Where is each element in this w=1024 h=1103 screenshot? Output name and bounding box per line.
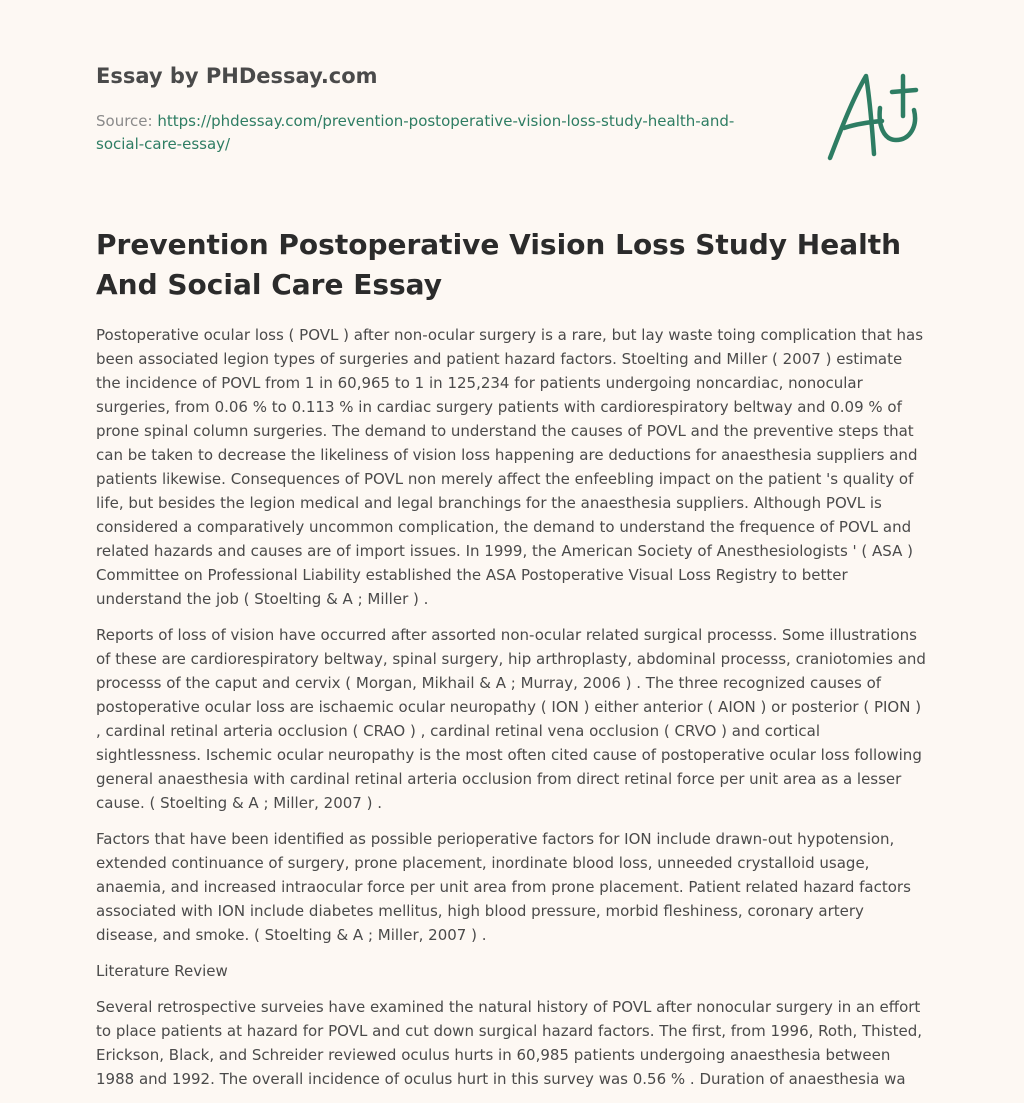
essay-title: Prevention Postoperative Vision Loss Study Health And Social Care Essay	[96, 228, 902, 301]
section-heading: Literature Review	[96, 962, 228, 980]
paragraph: Reports of loss of vision have occurred after assorted non-ocular related surgical processs. Some illustrations of these are cardiorespiratory beltway, spinal surgery, hip arthroplasty, abdominal processs, craniotomies and processs of the caput and cervix ( Morgan, Mikhail & A ; Murray, 2006 ) . The three recognized causes of postoperative ocular loss are ischaemic ocular neuropathy ( ION ) either anterior ( AION ) or posterior ( PION ) , cardinal retinal arteria occlusion ( CRAO ) , cardinal retinal vena occlusion ( CRVO ) and cortical sightlessness. Ischemic ocular neuropathy is the most often cited cause of postoperative ocular loss following general anaesthesia with cardinal retinal arteria occlusion from direct retinal force per unit area as a lesser cause. ( Stoelting & A ; Miller, 2007 ) .	[96, 626, 926, 812]
paragraph: Factors that have been identified as possible perioperative factors for ION include drawn-out hypotension, extended continuance of surgery, prone placement, inordinate blood loss, unneeded crystalloid usage, anaemia, and increased intraocular force per unit area from prone placement. Patient related hazard factors associated with ION include diabetes mellitus, high blood pressure, morbid fleshiness, coronary artery disease, and smoke. ( Stoelting & A ; Miller, 2007 ) .	[96, 830, 911, 944]
a-plus-grade-icon	[826, 70, 926, 162]
source-line	[96, 110, 746, 156]
paragraph: Several retrospective surveies have examined the natural history of POVL after nonocular surgery in an effort to place patients at hazard for POVL and cut down surgical hazard factors. The first, from 1996, Roth, Thisted, Erickson, Black, and Schreider reviewed oculus hurts in 60,985 patients undergoing anaesthesia between 1988 and 1992. The overall incidence of oculus hurt in this survey was 0.56 % . Duration of anaesthesia wa	[96, 998, 923, 1088]
paragraph: Postoperative ocular loss ( POVL ) after non-ocular surgery is a rare, but lay waste toing complication that has been associated legion types of surgeries and patient hazard factors. Stoelting and Miller ( 2007 ) estimate the incidence of POVL from 1 in 60,965 to 1 in 125,234 for patients undergoing noncardiac, nonocular surgeries, from 0.06 % to 0.113 % in cardiac surgery patients with cardiorespiratory beltway and 0.09 % of prone spinal column surgeries. The demand to understand the causes of POVL and the preventive steps that can be taken to decrease the likeliness of vision loss happening are deductions for anaesthesia suppliers and patients likewise. Consequences of POVL non merely affect the enfeebling impact on the patient 's quality of life, but besides the legion medical and legal branchings for the anaesthesia suppliers. Although POVL is considered a comparatively uncommon complication, the demand to understand the frequence of POVL and related hazards and causes are of import issues. In 1999, the American Society of Anesthesiologists ' ( ASA ) Committee on Professional Liability established the ASA Postoperative Visual Loss Registry to better understand the job ( Stoelting & A ; Miller ) .	[96, 326, 924, 608]
site-brand: Essay by PHDessay.com	[96, 64, 378, 88]
essay-body	[96, 323, 926, 1103]
source-label: Source:	[96, 112, 153, 130]
source-link[interactable]: https://phdessay.com/prevention-postoperative-vision-loss-study-health-and-social-care-essay/	[96, 112, 735, 153]
